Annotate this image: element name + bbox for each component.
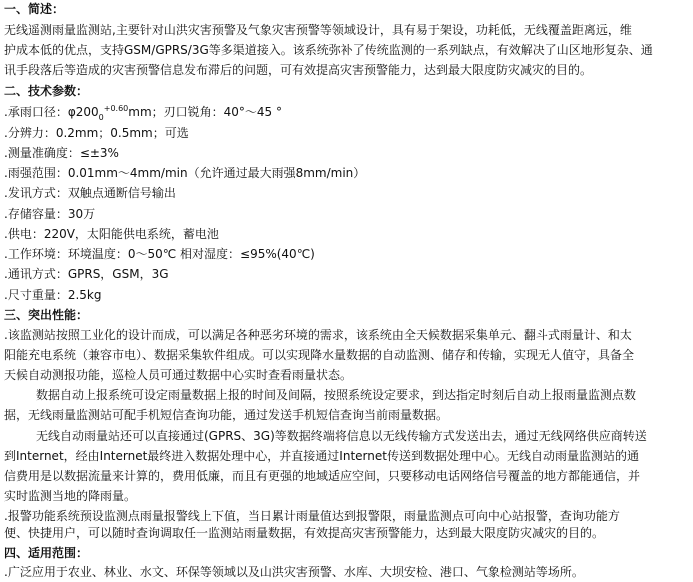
feature-line-6: 无线自动雨量站还可以直接通过(GPRS、3G)等数据终端将信息以无线传输方式发送出去，通过无线网络供应商转送 [36,429,647,443]
spec-resolution: .分辨力：0.2mm；0.5mm；可选 [4,126,189,140]
spec-inlet-suffix: mm；刃口锐角：40°～45 ° [128,105,282,119]
section-heading-applications: 四、适用范围： [4,546,89,560]
feature-line-5: 据，无线雨量监测站可配手机短信查询功能，通过发送手机短信查询当前雨量数据。 [4,408,449,422]
intro-line-3: 讯手段落后等造成的灾害预警信息发布滞后的问题，可有效提高灾害预警能力，达到最大限度防灾减灾的目的。 [4,63,593,77]
spec-environment: .工作环境：环境温度：0～50℃ 相对湿度：≤95%(40℃) [4,247,315,261]
feature-line-1: .该监测站按照工业化的设计而成，可以满足各种恶劣环境的需求，该系统由全天候数据采集单元、翻斗式雨量计、和太 [4,328,632,342]
spec-accuracy: .测量准确度：≤±3% [4,146,119,160]
intro-line-2: 护成本低的优点，支持GSM/GPRS/3G等多渠道接入。该系统弥补了传统监测的一系列缺点，有效解决了山区地形复杂、通 [4,43,653,57]
spec-intensity-range: .雨强范围：0.01mm～4mm/min（允许通过最大雨强8mm/min） [4,166,366,180]
feature-line-8: 信费用是以数据流量来计算的，费用低廉，而且有更强的地域适应空间，只要移动电话网络信号覆盖的地方都能通信，并 [4,469,641,483]
spec-size-weight: .尺寸重量：2.5kg [4,288,102,302]
feature-line-10: .报警功能系统预设监测点雨量报警线上下值，当日累计雨量值达到报警限，雨量监测点可向中心站报警，查询功能方 [4,509,620,523]
section-heading-features: 三、突出性能： [4,308,89,322]
feature-line-3: 天候自动测报功能，巡检人员可通过数据中心实时查看雨量状态。 [4,368,353,382]
application-line-1: .广泛应用于农业、林业、水文、环保等领域以及山洪灾害预警、水库、大坝安检、港口、气象检测站等场所。 [4,565,584,579]
spec-power: .供电：220V，太阳能供电系统，蓄电池 [4,227,219,241]
feature-line-7: 到Internet，经由Internet最终进入数据处理中心，并直接通过Internet传送到数据处理中心。无线自动雨量监测站的通 [4,449,639,463]
spec-inlet-sub: 0 [98,113,104,122]
spec-signal-output: .发讯方式：双触点通断信号输出 [4,186,176,200]
spec-inlet-prefix: .承雨口径：φ200 [4,105,99,119]
spec-inlet [4,105,282,121]
feature-line-11: 便、快捷用户，可以随时查询调取任一监测站雨量数据，有效提高灾害预警能力，达到最大限度防灾减灾的目的。 [4,526,605,540]
spec-communication: .通讯方式：GPRS，GSM，3G [4,267,169,281]
feature-line-4: 数据自动上报系统可设定雨量数据上报的时间及间隔，按照系统设定要求，到达指定时刻后自动上报雨量监测点数 [36,388,637,402]
section-heading-specs: 二、技术参数： [4,84,89,98]
feature-line-2: 阳能充电系统（兼容市电）、数据采集软件组成。可以实现降水量数据的自动监测、储存和传输，实现无人值守，具备全 [4,348,635,362]
section-heading-intro: 一、简述： [4,2,65,16]
intro-line-1: 无线遥测雨量监测站,主要针对山洪灾害预警及气象灾害预警等领域设计，具有易于架设，功耗低，无线覆盖距离远，维 [4,23,632,37]
spec-storage: .存储容量：30万 [4,207,96,221]
spec-inlet-sup: +0.60 [103,104,129,113]
feature-line-9: 实时监测当地的降雨量。 [4,489,137,503]
